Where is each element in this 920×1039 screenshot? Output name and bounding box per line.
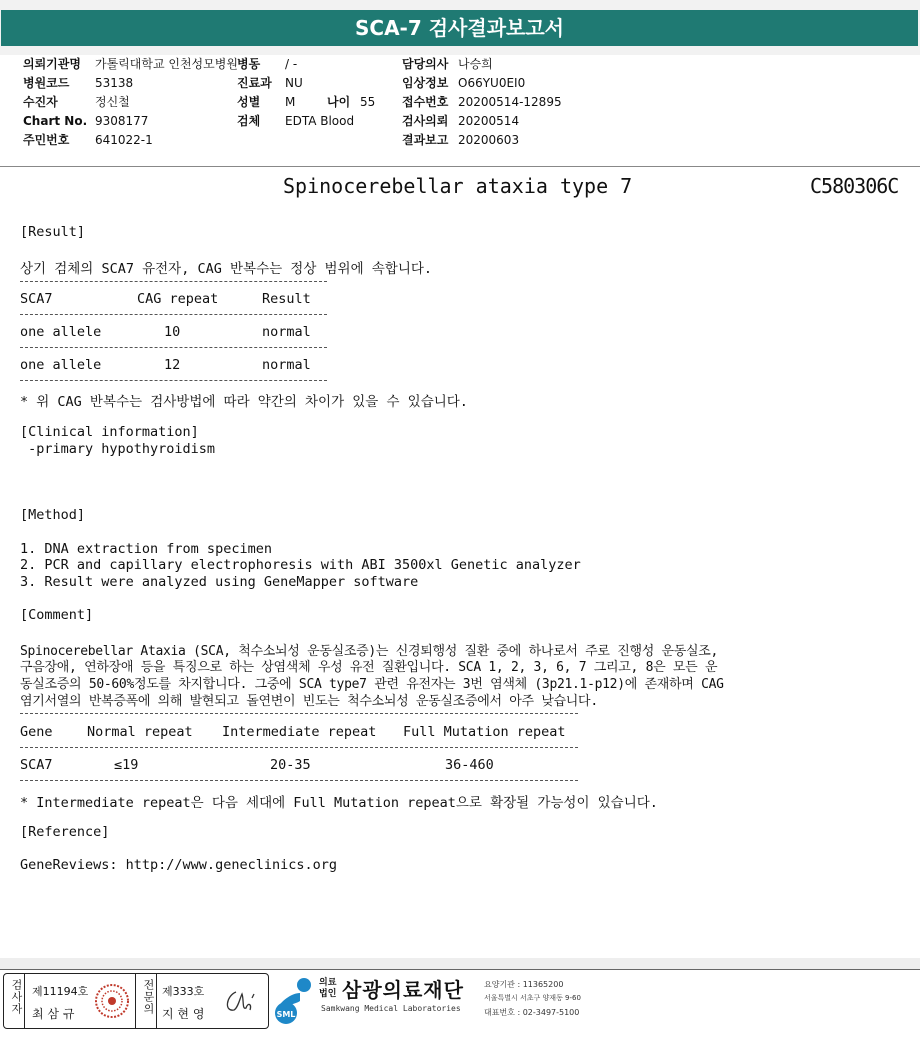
org-name-en: Samkwang Medical Laboratories [321, 1004, 461, 1013]
clinical-heading: [Clinical information] [20, 424, 199, 440]
sca-col-header: Normal repeat [87, 724, 193, 740]
result-summary: 상기 검체의 SCA7 유전자, CAG 반복수는 정상 범위에 속합니다. [20, 261, 433, 277]
sig2-license: 제333호 [162, 985, 205, 998]
info-value: 20200603 [458, 133, 520, 147]
comment-line: 동실조증의 50-60%정도를 차지합니다. 그중에 SCA type7 관련 유전자는 3번 염색체 (3p21.1-p12)에 존재하며 CAG [20, 677, 724, 692]
info-value: 20200514-12895 [458, 95, 562, 109]
info-value: 9308177 [95, 114, 149, 128]
report-header [0, 0, 920, 55]
info-label: 접수번호 [402, 95, 449, 109]
info-value: 가톨릭대학교 인천성모병원 [95, 57, 238, 71]
result-heading: [Result] [20, 224, 86, 240]
info-value: M [285, 95, 296, 109]
info-label: 결과보고 [402, 133, 449, 147]
result-cell: normal [262, 357, 311, 373]
logo-abbr: SML [276, 1010, 296, 1019]
comment-line: 구음장애, 연하장애 등을 특징으로 하는 상염색체 우성 유전 질환입니다. SCA 1, 2, 3, 6, 7 그리고, 8은 모든 운 [20, 660, 718, 675]
info-value: 정신철 [95, 95, 130, 109]
org-type: 의료법인 [319, 978, 337, 999]
sml-logo-icon [270, 975, 316, 1025]
comment-note: * Intermediate repeat은 다음 세대에 Full Mutation repeat으로 확장될 가능성이 있습니다. [20, 795, 658, 811]
result-note: * 위 CAG 반복수는 검사방법에 따라 약간의 차이가 있을 수 있습니다. [20, 394, 468, 410]
result-cell: normal [262, 324, 311, 340]
info-label: 진료과 [237, 76, 272, 90]
info-label: 의뢰기관명 [23, 57, 81, 71]
info-value: NU [285, 76, 303, 90]
reference-text: GeneReviews: http://www.geneclinics.org [20, 857, 337, 873]
org-code: 요양기관 : 11365200 [484, 980, 564, 989]
age-label: 나이 [327, 95, 351, 109]
comment-line: 염기서열의 반복증폭에 의해 발현되고 돌연변이 빈도는 척수소뇌성 운동실조증에서 아주 낮습니다. [20, 694, 598, 709]
method-heading: [Method] [20, 507, 86, 523]
report-title: SCA-7 검사결과보고서 [1, 10, 918, 46]
info-label: Chart No. [23, 114, 88, 128]
method-step: 1. DNA extraction from specimen [20, 541, 272, 557]
reference-heading: [Reference] [20, 824, 110, 840]
result-cell: one allele [20, 357, 102, 373]
info-label: 성별 [237, 95, 261, 109]
test-code: C580306C [810, 174, 899, 198]
info-value: EDTA Blood [285, 114, 355, 128]
sca-cell: ≤19 [114, 757, 139, 773]
info-label: 검사의뢰 [402, 114, 449, 128]
info-label: 임상정보 [402, 76, 449, 90]
table-divider [20, 347, 327, 348]
info-value: O66YU0EI0 [458, 76, 526, 90]
signature-icon [222, 984, 262, 1018]
sig2-name: 지 현 영 [162, 1007, 205, 1021]
table-divider [20, 281, 327, 282]
result-cell: one allele [20, 324, 102, 340]
test-name: Spinocerebellar ataxia type 7 [283, 174, 633, 198]
info-value: 나승희 [458, 57, 493, 71]
age-value: 55 [360, 95, 376, 109]
sig1-role-cell [4, 974, 25, 1028]
result-cell: 12 [164, 357, 181, 373]
footer-band [0, 958, 920, 969]
info-value: 641022-1 [95, 133, 153, 147]
info-label: 검체 [237, 114, 261, 128]
signature-box [3, 973, 269, 1029]
info-label: 담당의사 [402, 57, 449, 71]
result-col-header: Result [262, 291, 311, 307]
table-divider [20, 380, 327, 381]
info-label: 병동 [237, 57, 261, 71]
seal-stamp-icon [94, 983, 130, 1019]
sig2-role-cell [135, 974, 157, 1028]
patient-info-col3 [402, 55, 562, 150]
divider [0, 166, 920, 167]
org-name: 삼광의료재단 [342, 978, 464, 1002]
patient-info-col2 [237, 55, 375, 131]
table-divider [20, 747, 578, 748]
table-divider [20, 314, 327, 315]
sig1-name: 최 삼 규 [32, 1007, 75, 1021]
table-divider [20, 780, 578, 781]
info-value: 53138 [95, 76, 134, 90]
sca-cell: SCA7 [20, 757, 53, 773]
sig1-license: 제11194호 [32, 985, 89, 998]
sca-col-header: Full Mutation repeat [403, 724, 566, 740]
result-col-header: SCA7 [20, 291, 53, 307]
sca-cell: 20-35 [270, 757, 311, 773]
sig1-role: 검사자 [10, 979, 23, 1015]
table-divider [20, 713, 578, 714]
org-address: 서울특별시 서초구 양재동 9-60 [484, 994, 581, 1002]
comment-heading: [Comment] [20, 607, 94, 623]
sca-col-header: Gene [20, 724, 53, 740]
info-label: 병원코드 [23, 76, 70, 90]
org-phone: 대표번호 : 02-3497-5100 [484, 1008, 580, 1017]
comment-line: Spinocerebellar Ataxia (SCA, 척수소뇌성 운동실조증)는 신경퇴행성 질환 중에 하나로서 주로 진행성 운동실조, [20, 644, 719, 659]
footer-divider [0, 969, 920, 970]
method-step: 3. Result were analyzed using GeneMapper software [20, 574, 419, 590]
sca-col-header: Intermediate repeat [222, 724, 377, 740]
info-value: 20200514 [458, 114, 520, 128]
result-col-header: CAG repeat [137, 291, 219, 307]
info-value: / - [285, 57, 298, 71]
info-label: 수진자 [23, 95, 58, 109]
clinical-text: -primary hypothyroidism [20, 441, 216, 457]
info-label: 주민번호 [23, 133, 70, 147]
method-step: 2. PCR and capillary electrophoresis with ABI 3500xl Genetic analyzer [20, 557, 581, 573]
sig2-role: 전문의 [142, 979, 155, 1015]
sca-cell: 36-460 [445, 757, 494, 773]
patient-info-col1 [23, 55, 238, 150]
result-cell: 10 [164, 324, 181, 340]
